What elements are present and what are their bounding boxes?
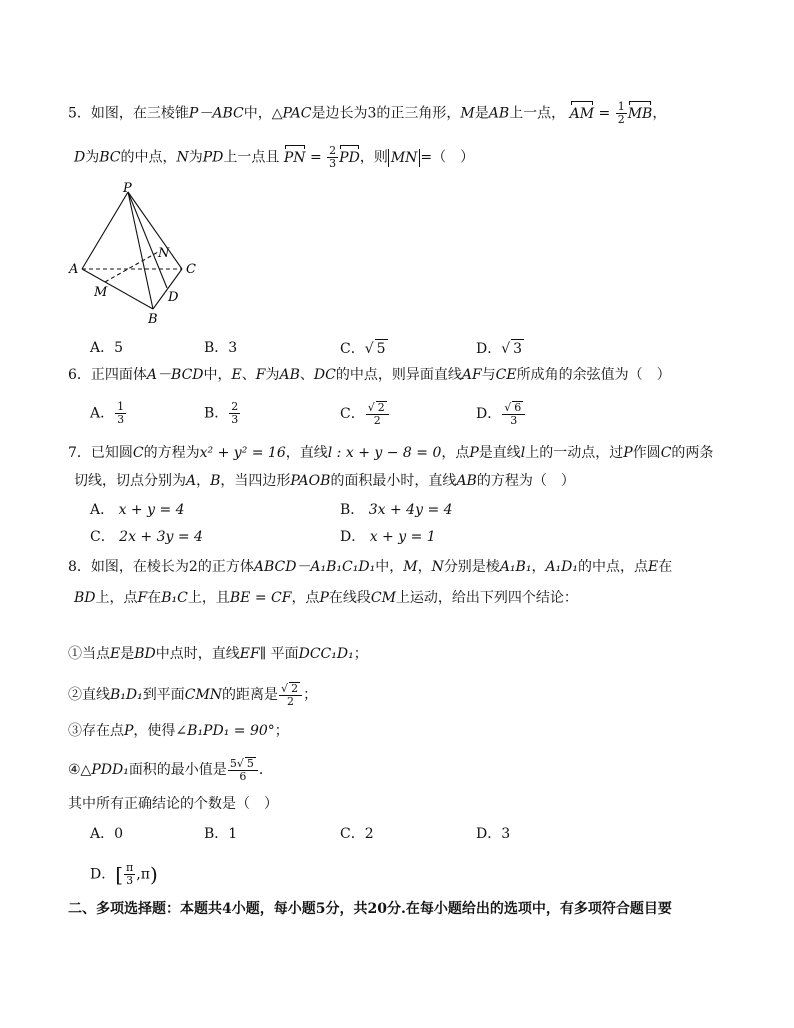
q8-option-extra[interactable]: D．[ $\frac{\pi}{3}$ ,π) (90, 861, 158, 887)
q7-option-a[interactable]: A． x + y = 4 (90, 502, 185, 518)
vector-mb: MB (627, 105, 653, 122)
pyramid-figure (62, 180, 212, 328)
segment-mn (105, 252, 158, 282)
q8-option-d[interactable]: D．3 (476, 826, 511, 842)
q5-line-2: D为BC的中点，N为PD上一点且 PN = $\frac{2}{3}$ PD，则 MN =（ ） (74, 144, 475, 170)
vector-am: AM (569, 105, 595, 122)
q6-option-b[interactable]: B． $\frac{2}{3}$ (204, 400, 239, 426)
fraction-two-thirds: $\frac{2}{3}$ (329, 144, 337, 170)
q8-option-a[interactable]: A．0 (90, 826, 124, 842)
q8-statement-4: ④△PDD₁面积的最小值是 $\frac{5√ 5}{6}$ ． (68, 757, 273, 783)
q5-option-b[interactable]: B．3 (204, 340, 238, 356)
q5-option-d[interactable]: D．√ 3 (476, 341, 523, 357)
q7-option-d[interactable]: D． x + y = 1 (340, 529, 436, 545)
label-m: M (94, 285, 108, 300)
q8-statement-3: ③存在点P，使得∠B₁PD₁ = 90°； (68, 723, 289, 739)
q8-line-1: 8．如图，在棱长为2的正方体ABCD－A₁B₁C₁D₁中，M，N分别是棱A₁B₁，A₁D₁的中点，点E在 (68, 559, 673, 575)
q8-option-c[interactable]: C．2 (340, 826, 374, 842)
q5-line-1: 5．如图，在三棱锥P－ABC中，△PAC是边长为3的正三角形，M是AB上一点， AM = $\frac{1}{2}$ MB， (68, 100, 667, 126)
q8-ask: 其中所有正确结论的个数是（ ） (68, 796, 278, 812)
section-2-heading: 二、多项选择题：本题共4小题，每小题5分，共20分.在每小题给出的选项中，有多项符合题目要 (68, 901, 672, 917)
q6-stem: 6．正四面体A－BCD中，E、F为AB、DC的中点，则异面直线AF与CE所成角的余弦值为（ ） (68, 367, 671, 383)
label-n: N (158, 246, 170, 261)
fraction-sqrt2-over-2: $\frac{√ 2}{2}$ (279, 682, 302, 708)
q6-option-a[interactable]: A． $\frac{1}{3}$ (90, 400, 125, 426)
q5-option-a[interactable]: A．5 (90, 340, 124, 356)
q7-option-c[interactable]: C． 2x + 3y = 4 (90, 529, 203, 545)
abs-mn: MN (388, 149, 421, 167)
label-c: C (186, 262, 196, 277)
label-a: A (69, 262, 79, 277)
q5-option-c[interactable]: C．√ 5 (340, 341, 386, 357)
vector-pd: PD (339, 149, 360, 166)
label-b: B (148, 312, 158, 327)
q7-line-1: 7．已知圆C的方程为x² + y² = 16，直线l : x + y − 8 = 0，点P是直线l上的一动点，过P作圆C的两条 (68, 445, 714, 461)
q8-line-2: BD上，点F在B₁C上，且BE = CF，点P在线段CM上运动，给出下列四个结论： (74, 590, 578, 606)
vector-pn: PN (283, 149, 306, 166)
fraction-half: $\frac{1}{2}$ (617, 100, 625, 126)
q7-line-2: 切线，切点分别为A，B，当四边形PAOB的面积最小时，直线AB的方程为（ ） (74, 473, 575, 489)
q6-option-c[interactable]: C． $\frac{√ 2}{2}$ (340, 401, 390, 427)
edge-pa (82, 192, 128, 269)
label-p: P (123, 181, 132, 196)
q7-option-b[interactable]: B． 3x + 4y = 4 (340, 502, 453, 518)
label-d: D (168, 290, 179, 305)
fraction-5sqrt5-over-6: $\frac{5√ 5}{6}$ (228, 757, 258, 783)
q8-statement-1: ①当点E是BD中点时，直线EF∥ 平面DCC₁D₁； (68, 646, 368, 662)
q8-statement-2: ②直线B₁D₁到平面CMN的距离是 $\frac{√ 2}{2}$ ； (68, 682, 318, 708)
q6-option-d[interactable]: D． $\frac{√ 6}{3}$ (476, 401, 526, 427)
q8-option-b[interactable]: B．1 (204, 826, 238, 842)
